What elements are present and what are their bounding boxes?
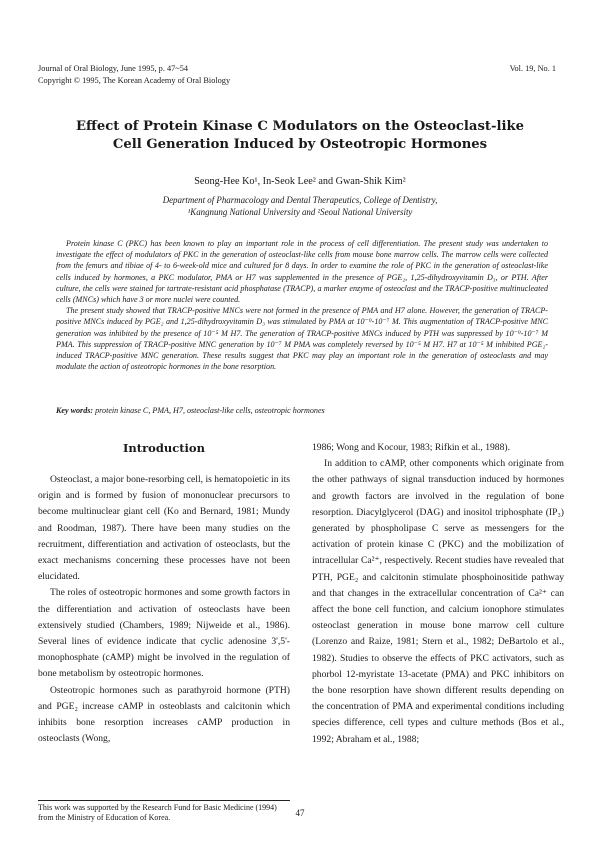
body-paragraph: Osteotropic hormones such as parathyroid hormone (PTH) and PGE₂ increase cAMP in osteoblasts and calcitonin which inhibits bone resorption increases cAMP production in osteoclasts (Wong, — [38, 684, 290, 745]
body-paragraph: 1986; Wong and Kocour, 1983; Rifkin et al., 1988). — [312, 442, 510, 453]
right-column — [312, 440, 564, 748]
body-paragraph: The roles of osteotropic hormones and some growth factors in the differentiation and activation of osteoclasts have been extensively studied (Chambers, 1989; Nijweide et al., 1986). Several lines of evidence indicate that cyclic adenosine 3',5'-monophosphate (cAMP) might be involved in the regulation of bone metabolism by osteotropic hormones. — [38, 587, 290, 680]
keywords-label: Key words: — [56, 406, 94, 415]
abstract — [56, 238, 548, 372]
footnote-rule — [38, 800, 290, 801]
affiliation-line-2: ¹Kangnung National University and ²Seoul National University — [187, 207, 413, 217]
article-title — [40, 118, 560, 154]
journal-header — [38, 63, 230, 87]
keywords — [56, 405, 548, 416]
authors: Seong-Hee Ko¹, In-Seok Lee² and Gwan-Shik Kim² — [194, 176, 406, 187]
left-column — [38, 440, 290, 747]
funding-footnote: This work was supported by the Research Fund for Basic Medicine (1994) from the Ministry of Education of Korea. — [38, 803, 277, 822]
volume-label: Vol. 19, No. 1 — [509, 64, 556, 73]
abstract-paragraph-2: The present study showed that TRACP-positive MNCs were not formed in the presence of PMA and H7 alone. However, the generation of TRACP-positive MNCs induced by PGE₂ and 1,25-dihydroxyvitamin D₃ was stimulated by PMA at 10⁻⁹-10⁻⁷ M. This augmentation of TRACP-positive MNC generation was inhibited by the presence of 10⁻⁵ M H7. The generation of TRACP-positive MNCs induced by PTH was suppressed by 10⁻⁹-10⁻⁷ M PMA. This suppression of TRACP-positive MNC generation by 10⁻⁷ M PMA was completely reversed by 10⁻⁵ M H7. H7 at 10⁻⁵ M inhibited PGE₂-induced TRACP-positive MNC generation. These results suggest that PKC may play an important role in the generation of osteoclasts and may modulate the action of osteotropic hormones in the bone resorption. — [56, 306, 548, 372]
title-line-2: Cell Generation Induced by Osteotropic Hormones — [112, 137, 488, 152]
page-number: 47 — [295, 808, 305, 818]
affiliation-line-1: Department of Pharmacology and Dental Therapeutics, College of Dentistry, — [162, 195, 438, 205]
body-paragraph: Osteoclast, a major bone-resorbing cell, is hematopoietic in its origin and is formed by fusion of mononuclear precursors to become multinuclear giant cell (Ko and Bernard, 1981; Mundy and Roodman, 1987). There have been many studies on the recruitment, differentiation and activation of osteoclasts, but the exact mechanisms concerning these processes have not been elucidated. — [38, 474, 290, 583]
affiliation — [40, 194, 560, 218]
copyright-line: Copyright © 1995, The Korean Academy of Oral Biology — [38, 76, 231, 85]
keywords-list: protein kinase C, PMA, H7, osteoclast-like cells, osteotropic hormones — [95, 406, 325, 415]
journal-citation: Journal of Oral Biology, June 1995, p. 47~54 — [38, 64, 189, 73]
title-line-1: Effect of Protein Kinase C Modulators on the Osteoclast-like — [75, 119, 525, 134]
body-paragraph: In addition to cAMP, other components which originate from the other pathways of signal transduction induced by hormones and growth factors are involved in the regulation of bone resorption. Diacylglycerol (DAG) and inositol triphosphate (IP₃) generated by phospholipase C serve as messengers for the activation of protein kinase C (PKC) and the mobilization of intracellular Ca²⁺, respectively. Recent studies have revealed that PTH, PGE₂ and calcitonin stimulate phosphoinositide pathway and that changes in the extracellular concentration of Ca²⁺ can affect the bone cell function, and calcium ionophore stimulates osteoclast generation in mouse bone marrow cell culture (Lorenzo and Raize, 1981; Stern et al., 1982; DeBartolo et al., 1982). Studies to observe the effects of PKC activators, such as phorbol 12-myristate 13-acetate (PMA) and PKC inhibitors on the bone resorption have shown different results depending on the concentration of PMA and experimental conditions including species difference, cell types and culture methods (Bos et al., 1992; Abraham et al., 1988; — [312, 458, 564, 745]
introduction-heading: Introduction — [123, 441, 205, 455]
abstract-paragraph-1: Protein kinase C (PKC) has been known to play an important role in the process of cell differentiation. The present study was undertaken to investigate the effect of modulators of PKC in the generation of osteoclast-like cells from mouse bone marrow cells. The marrow cells were collected from the femurs and tibiae of 4- to 6-week-old mice and cultured for 8 days. In order to examine the role of PKC in the generation of osteoclast-like cells induced by hormones, a PKC modulator, PMA or H7 was supplemented in the presence of PGE₂, 1,25-dihydroxyvitamin D₃, or PTH. After culture, the cells were stained for tartrate-resistant acid phosphatase (TRACP), a marker enzyme of osteoclast and the TRACP-positive multinucleated cells (MNCs) which have 3 or more nuclei were counted. — [56, 239, 548, 305]
